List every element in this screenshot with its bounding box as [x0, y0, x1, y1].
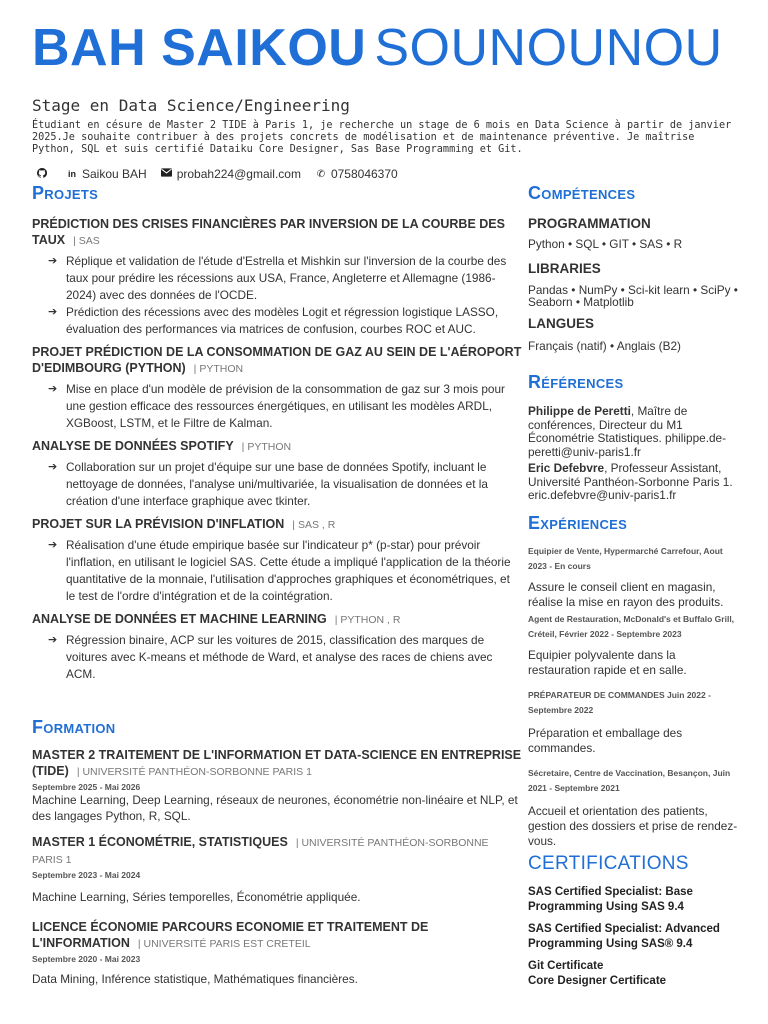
libraries-list: Pandas • NumPy • Sci-kit learn • SciPy • Seaborn • Matplotlib: [528, 283, 738, 309]
linkedin-link[interactable]: [66, 167, 147, 181]
project-bullet: ➔ Collaboration sur un projet d'équipe sur une base de données Spotify, incluant le nettoyage de données, l'analyse uni/multivariée, la visualisation de données et la création d'une interface graphique avec tkinter.: [48, 459, 522, 510]
skills-title: Compétences: [528, 183, 636, 203]
phone-label: 0758046370: [330, 167, 398, 181]
project-tag: | PYTHON: [241, 441, 292, 453]
references-title: Références: [528, 372, 624, 392]
project-tag: | SAS: [73, 235, 100, 247]
project-title: PROJET PRÉDICTION DE LA CONSOMMATION DE GAZ AU SEIN DE L'AÉROPORT D'EDIMBOURG (PYTHON): [32, 345, 522, 375]
reference-details: , Maître de conférences, Directeur du M1 Économétrie Statistiques. philippe.de-peretti@univ-paris1.fr: [528, 404, 727, 459]
project-item: [32, 344, 522, 432]
github-icon: [36, 168, 48, 181]
linkedin-icon: in: [68, 169, 76, 179]
certifications-title: CERTIFICATIONS: [528, 853, 689, 874]
email-label: probah224@gmail.com: [176, 167, 301, 181]
project-tag: | PYTHON: [193, 363, 244, 375]
project-bullet: ➔ Réplique et validation de l'étude d'Estrella et Mishkin sur l'inversion de la courbe des taux pour prédire les récessions aux USA, France, Angleterre et Allemagne (1986-2024) avec des données de l'OCDE.: [48, 253, 522, 304]
languages-label: LANGUES: [528, 316, 595, 331]
languages-list: Français (natif) • Anglais (B2): [528, 339, 681, 353]
summary-text: Étudiant en césure de Master 2 TIDE à Paris 1, je recherche un stage de 6 mois en Data Science à partir de janvier 2025.Je souhaite contribuer à des projets concrets de modélisation et de maintenance préventive. Je maîtrise Python, SQL et suis certifié Dataiku Core Designer, Sas Base Programming et Git.: [32, 120, 732, 155]
project-item: [32, 516, 522, 605]
project-item: [32, 611, 522, 683]
projects-title: Projets: [32, 183, 99, 203]
experience-section: [528, 513, 738, 849]
reference-item: [528, 405, 738, 459]
project-item: [32, 216, 522, 338]
experience-description: Accueil et orientation des patients, gestion des dossiers et prise de rendez-vous.: [528, 804, 738, 848]
experience-description: Assure le conseil client en magasin, réalise la mise en rayon des produits.: [528, 580, 724, 609]
project-tag: | PYTHON , R: [334, 614, 401, 626]
experience-item: [528, 688, 738, 756]
degree-title: MASTER 1 ÉCONOMÉTRIE, STATISTIQUES: [32, 835, 288, 849]
school-name: | UNIVERSITÉ PARIS EST CRETEIL: [137, 938, 311, 950]
education-item: [32, 747, 522, 824]
programming-label: PROGRAMMATION: [528, 216, 651, 231]
experience-meta: PRÉPARATEUR DE COMMANDES Juin 2022 - Septembre 2022: [528, 690, 711, 715]
libraries-label: LIBRARIES: [528, 261, 601, 276]
education-description: Machine Learning, Deep Learning, réseaux de neurones, économétrie non-linéaire et NLP, et des langages Python, R, SQL.: [32, 793, 518, 823]
certification-item: Git Certificate: [528, 960, 604, 972]
project-bullet: ➔ Régression binaire, ACP sur les voitures de 2015, classification des marques de voitures avec K-means et méthode de Ward, et analyse des races de chiens avec ACM.: [48, 632, 522, 683]
project-bullet: ➔ Mise en place d'un modèle de prévision de la consommation de gaz sur 3 mois pour une gestion efficace des ressources énergétiques, en utilisant les modèles ARDL, XGBoost, LSTM, et le Filtre de Kalman.: [48, 381, 522, 432]
education-item: [32, 919, 522, 987]
experience-meta: Sécretaire, Centre de Vaccination, Besançon, Juin 2021 - Septembre 2021: [528, 768, 731, 793]
education-date: Septembre 2025 - Mai 2026: [32, 782, 141, 792]
linkedin-label: Saikou BAH: [82, 167, 147, 181]
certification-item: SAS Certified Specialist: Base Programming Using SAS 9.4: [528, 886, 693, 913]
education-item: [32, 834, 522, 905]
experience-item: [528, 612, 738, 678]
references-section: [528, 372, 738, 503]
envelope-icon: [161, 168, 173, 180]
experience-item: [528, 544, 738, 610]
experience-meta: Agent de Restauration, McDonald's et Buffalo Grill, Créteil, Février 2022 - Septembre 2023: [528, 614, 735, 639]
education-date: Septembre 2020 - Mai 2023: [32, 954, 141, 964]
certifications-section: [528, 853, 738, 989]
first-name: BAH SAIKOU: [32, 19, 367, 77]
reference-item: [528, 462, 738, 503]
formation-title: Formation: [32, 717, 116, 737]
github-link[interactable]: [36, 168, 52, 181]
school-name: | UNIVERSITÉ PANTHÉON-SORBONNE PARIS 1: [32, 837, 489, 866]
reference-name: Philippe de Peretti: [528, 404, 631, 418]
email-link[interactable]: [161, 167, 301, 181]
project-title: PRÉDICTION DES CRISES FINANCIÈRES PAR INVERSION DE LA COURBE DES TAUX: [32, 217, 505, 247]
project-bullet: ➔ Réalisation d'une étude empirique basée sur l'indicateur p* (p-star) pour prévoir l'inflation, en utilisant le logiciel SAS. Cette étude a impliqué l'application de la théorie quantitative de la monnaie, l'utilisation d'approches graphiques et économétriques, et le test de l'ordre d'intégration et de la cointégration.: [48, 537, 522, 605]
experience-title: Expériences: [528, 513, 628, 533]
reference-name: Eric Defebvre: [528, 461, 605, 475]
contact-bar: [36, 167, 398, 181]
experience-meta: Equipier de Vente, Hypermarché Carrefour, Aout 2023 - En cours: [528, 546, 723, 571]
experience-item: [528, 766, 738, 849]
education-date: Septembre 2023 - Mai 2024: [32, 870, 141, 880]
degree-title: MASTER 2 TRAITEMENT DE L'INFORMATION ET DATA-SCIENCE EN ENTREPRISE (TIDE): [32, 748, 522, 778]
skills-section: [528, 183, 738, 353]
education-description: Data Mining, Inférence statistique, Mathématiques financières.: [32, 972, 358, 986]
project-title: ANALYSE DE DONNÉES ET MACHINE LEARNING: [32, 612, 327, 626]
project-item: [32, 438, 522, 510]
last-name: SOUNOUNOU: [374, 19, 723, 77]
education-description: Machine Learning, Séries temporelles, Économétrie appliquée.: [32, 890, 361, 904]
experience-description: Préparation et emballage des commandes.: [528, 726, 683, 755]
phone-link[interactable]: [315, 167, 398, 181]
reference-details: , Professeur Assistant, Université Panthéon-Sorbonne Paris 1. eric.defebvre@univ-paris1.fr: [528, 461, 733, 502]
phone-icon: ✆: [316, 168, 326, 180]
certification-item: SAS Certified Specialist: Advanced Programming Using SAS® 9.4: [528, 923, 720, 950]
job-title: Stage en Data Science/Engineering: [32, 96, 350, 115]
experience-description: Equipier polyvalente dans la restauration rapide et en salle.: [528, 648, 687, 677]
name-heading: [32, 18, 723, 78]
project-title: PROJET SUR LA PRÉVISION D'INFLATION: [32, 517, 285, 531]
project-title: ANALYSE DE DONNÉES SPOTIFY: [32, 439, 234, 453]
school-name: | UNIVERSITÉ PANTHÉON-SORBONNE PARIS 1: [76, 766, 312, 778]
formation-section: [32, 717, 522, 987]
certification-item: Core Designer Certificate: [528, 975, 667, 987]
degree-title: LICENCE ÉCONOMIE PARCOURS ECONOMIE ET TRAITEMENT DE L'INFORMATION: [32, 920, 429, 950]
project-tag: | SAS , R: [292, 519, 336, 531]
programming-skills: Python • SQL • GIT • SAS • R: [528, 237, 683, 251]
projects-section: [32, 183, 522, 683]
project-bullet: ➔ Prédiction des récessions avec des modèles Logit et régression logistique LASSO, évaluation des performances via matrices de confusion, courbes ROC et AUC.: [48, 304, 522, 338]
